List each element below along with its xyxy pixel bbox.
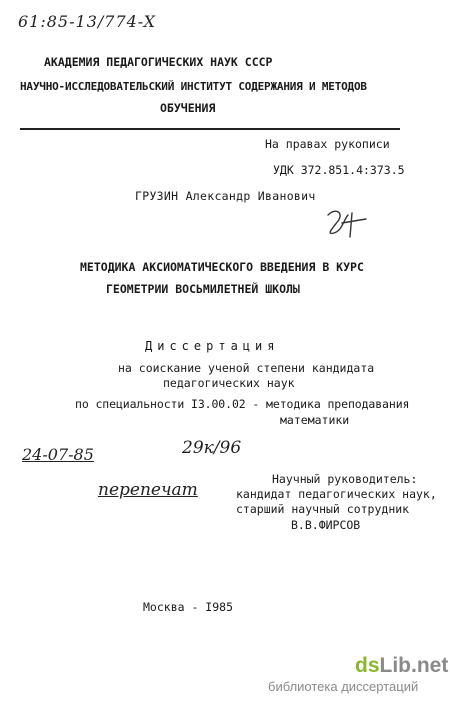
degree-line1: на соискание ученой степени кандидата	[118, 361, 375, 375]
supervisor-position: старший научный сотрудник	[236, 502, 410, 516]
handwritten-date: 24-07-85	[22, 445, 94, 464]
thesis-title-line2: ГЕОМЕТРИИ ВОСЬМИЛЕТНЕЙ ШКОЛЫ	[106, 282, 300, 296]
supervisor-degree: кандидат педагогических наук,	[236, 487, 437, 501]
dslib-logo	[355, 654, 448, 678]
supervisor-name: В.В.ФИРСОВ	[291, 518, 361, 532]
institute-name: НАУЧНО-ИССЛЕДОВАТЕЛЬСКИЙ ИНСТИТУТ СОДЕРЖАНИЯ И МЕТОДОВ	[20, 80, 367, 93]
specialty-line2: математики	[280, 413, 350, 427]
udk-code: УДК 372.851.4:373.5	[273, 163, 405, 177]
academy-name: АКАДЕМИЯ ПЕДАГОГИЧЕСКИХ НАУК СССР	[44, 55, 273, 69]
handwritten-code: 29к/96	[182, 438, 242, 458]
city-year: Москва - I985	[143, 600, 234, 614]
degree-line2: педагогических наук	[163, 376, 295, 390]
watermark-subtitle: библиотека диссертаций	[268, 679, 419, 694]
specialty-line1: по специальности I3.00.02 - методика преподавания	[75, 397, 410, 411]
logo-ds: ds	[355, 654, 380, 677]
header-divider	[20, 128, 400, 130]
thesis-title-line1: МЕТОДИКА АКСИОМАТИЧЕСКОГО ВВЕДЕНИЯ В КУРС	[80, 260, 364, 274]
supervisor-label: Научный руководитель:	[272, 472, 418, 486]
signature-icon	[322, 205, 372, 245]
author-name: ГРУЗИН Александр Иванович	[135, 189, 316, 203]
rights-note: На правах рукописи	[265, 137, 390, 151]
archive-stamp: 61:85-13/774-X	[18, 12, 157, 31]
institute-name-cont: ОБУЧЕНИЯ	[160, 101, 216, 115]
handwritten-note: перепечат	[98, 480, 198, 500]
logo-lib: Lib.net	[379, 654, 449, 677]
document-type: Диссертация	[145, 339, 280, 353]
